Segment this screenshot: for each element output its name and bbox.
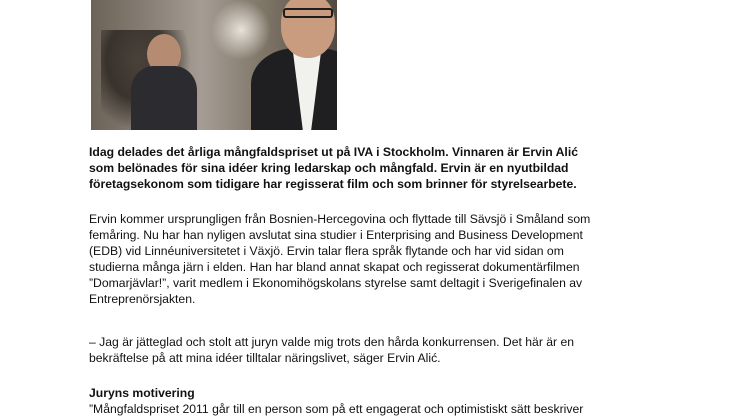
- body-line: ”Domarjävlar!”, varit medlem i Ekonomihögskolans styrelse samt deltagit i Sverigefinalen av: [89, 276, 583, 290]
- motivation-line: ”Mångfaldspriset 2011 går till en person som på ett engagerat och optimistiskt sätt beskriver: [89, 402, 584, 416]
- body-line: femåring. Nu har han nyligen avslutat sina studier i Enterprising and Business Development: [89, 228, 583, 242]
- body-line: (EDB) vid Linnéuniversitetet i Växjö. Ervin talar flera språk flytande och har vid sidan om: [89, 244, 564, 258]
- lead-line: företagsekonom som tidigare har regisserat film och som brinner för styrelsearbete.: [89, 177, 577, 191]
- photo-background-light: [211, 0, 271, 60]
- lead-paragraph: [89, 144, 669, 192]
- quote-line: bekräftelse på att mina idéer tilltalar näringslivet, säger Ervin Alić.: [89, 351, 441, 365]
- body-line: studierna många järn i elden. Han har bland annat skapat och regisserat dokumentärfilmen: [89, 260, 580, 274]
- body-paragraph: [89, 211, 669, 307]
- glasses-icon: [283, 8, 333, 18]
- lead-line: som belönades för sina idéer kring ledarskap och mångfald. Ervin är en nyutbildad: [89, 161, 569, 175]
- body-line: Entreprenörsjakten.: [89, 292, 196, 306]
- motivation-heading: Juryns motivering: [89, 386, 195, 400]
- photo-winner-suit: [251, 48, 337, 130]
- motivation-text: [89, 401, 669, 417]
- lead-line: Idag delades det årliga mångfaldspriset ut på IVA i Stockholm. Vinnaren är Ervin Alić: [89, 145, 578, 159]
- winner-photo: [91, 0, 337, 130]
- photo-person-background-body: [131, 66, 197, 130]
- body-line: Ervin kommer ursprungligen från Bosnien-Hercegovina och flyttade till Sävsjö i Småland som: [89, 212, 591, 226]
- quote-line: – Jag är jätteglad och stolt att juryn valde mig trots den hårda konkurrensen. Det här är en: [89, 335, 575, 349]
- quote-paragraph: [89, 334, 669, 366]
